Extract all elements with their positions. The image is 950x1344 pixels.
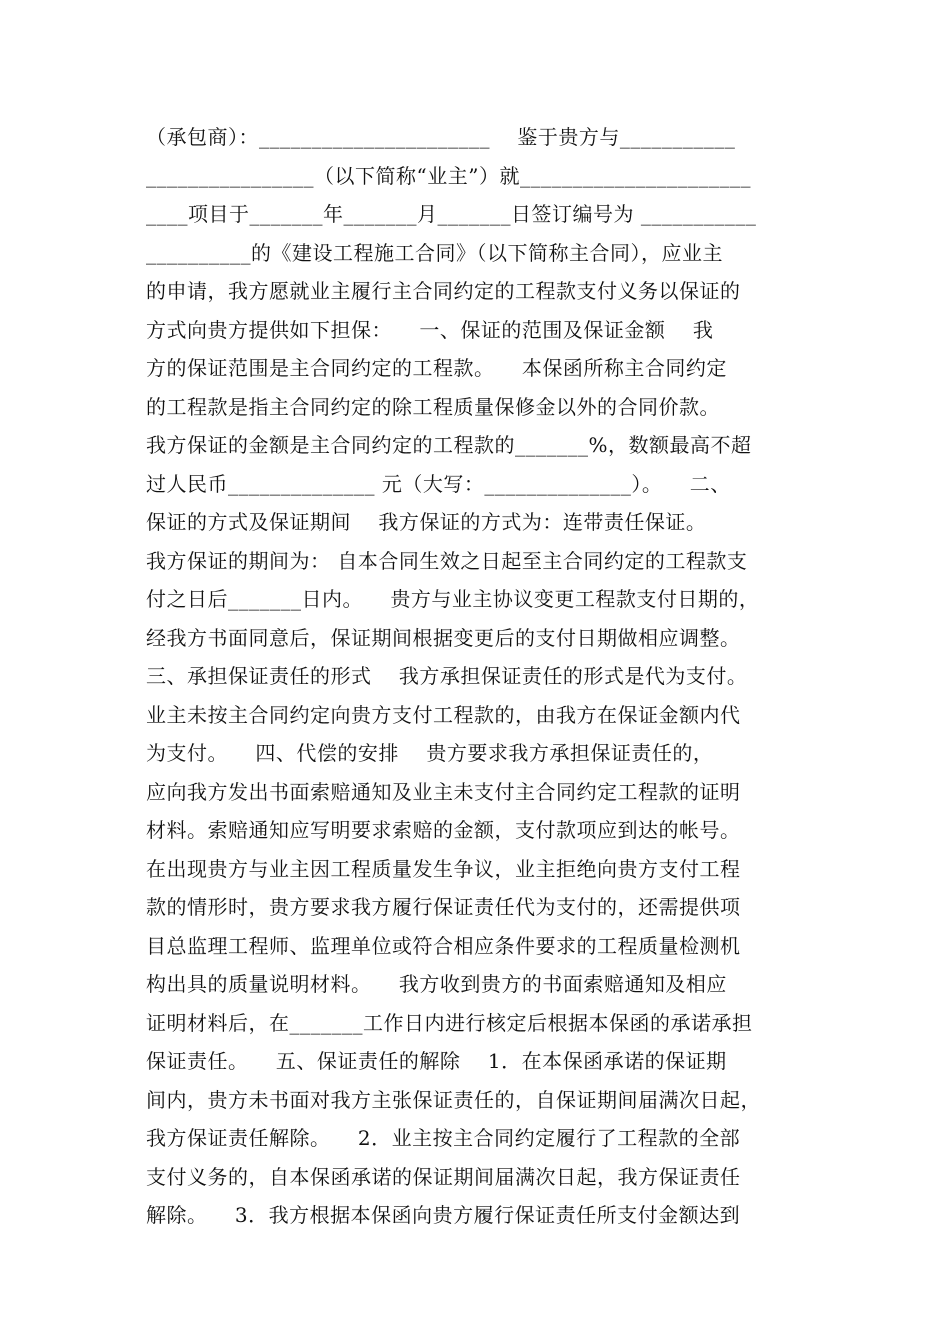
text-line: 我方保证的期间为： 自本合同生效之日起至主合同约定的工程款支 — [146, 548, 748, 573]
text-line: 付之日后_______日内。 贵方与业主协议变更工程款支付日期的， — [146, 587, 760, 611]
text-line: 我方保证责任解除。 2．业主按主合同约定履行了工程款的全部 — [146, 1126, 741, 1150]
text-line: 业主未按主合同约定向贵方支付工程款的，由我方在保证金额内代 — [146, 702, 741, 727]
text-line: 保证的方式及保证期间 我方保证的方式为：连带责任保证。 — [146, 510, 707, 534]
text-line: 应向我方发出书面索赔通知及业主未支付主合同约定工程款的证明 — [146, 779, 741, 804]
text-line: 构出具的质量说明材料。 我方收到贵方的书面索赔通知及相应 — [146, 972, 727, 996]
text-line: 过人民币______________ 元（大写：______________）。 二、 — [146, 471, 731, 496]
text-line: 间内，贵方未书面对我方主张保证责任的，自保证期间届满次日起， — [146, 1087, 761, 1112]
text-line: 材料。索赔通知应写明要求索赔的金额，支付款项应到达的帐号。 — [146, 818, 741, 842]
text-line: 保证责任。 五、保证责任的解除 1．在本保函承诺的保证期 — [146, 1049, 727, 1073]
text-line: 我方保证的金额是主合同约定的工程款的_______%，数额最高不超 — [146, 433, 752, 457]
text-line: 支付义务的，自本保函承诺的保证期间届满次日起，我方保证责任 — [146, 1164, 741, 1189]
text-line: __________的《建设工程施工合同》（以下简称主合同），应业主 — [146, 240, 723, 265]
text-line: （承包商）：______________________ 鉴于贵方与___________ — [146, 125, 736, 149]
text-line: 的申请，我方愿就业主履行主合同约定的工程款支付义务以保证的 — [146, 279, 741, 303]
text-line: 款的情形时，贵方要求我方履行保证责任代为支付的，还需提供项 — [146, 895, 741, 919]
text-line: 方的保证范围是主合同约定的工程款。 本保函所称主合同约定 — [146, 356, 727, 380]
text-line: 证明材料后，在_______工作日内进行核定后根据本保函的承诺承担 — [146, 1010, 753, 1035]
text-line: 的工程款是指主合同约定的除工程质量保修金以外的合同价款。 — [146, 394, 720, 419]
text-line: 经我方书面同意后，保证期间根据变更后的支付日期做相应调整。 — [146, 625, 741, 650]
text-line: 三、承担保证责任的形式 我方承担保证责任的形式是代为支付。 — [146, 664, 748, 688]
guarantee-body-text — [146, 118, 816, 1235]
text-line: 方式向贵方提供如下担保： 一、保证的范围及保证金额 我 — [146, 317, 714, 342]
text-line: 目总监理工程师、监理单位或符合相应条件要求的工程质量检测机 — [146, 933, 741, 958]
text-line: ________________（以下简称“业主”）就______________________ — [146, 163, 751, 188]
text-line: ____项目于_______年_______月_______日签订编号为 ___________ — [146, 202, 757, 226]
text-line: 为支付。 四、代偿的安排 贵方要求我方承担保证责任的， — [146, 741, 714, 765]
text-line: 解除。 3．我方根据本保函向贵方履行保证责任所支付金额达到 — [146, 1203, 741, 1227]
text-line: 在出现贵方与业主因工程质量发生争议，业主拒绝向贵方支付工程 — [146, 856, 741, 881]
